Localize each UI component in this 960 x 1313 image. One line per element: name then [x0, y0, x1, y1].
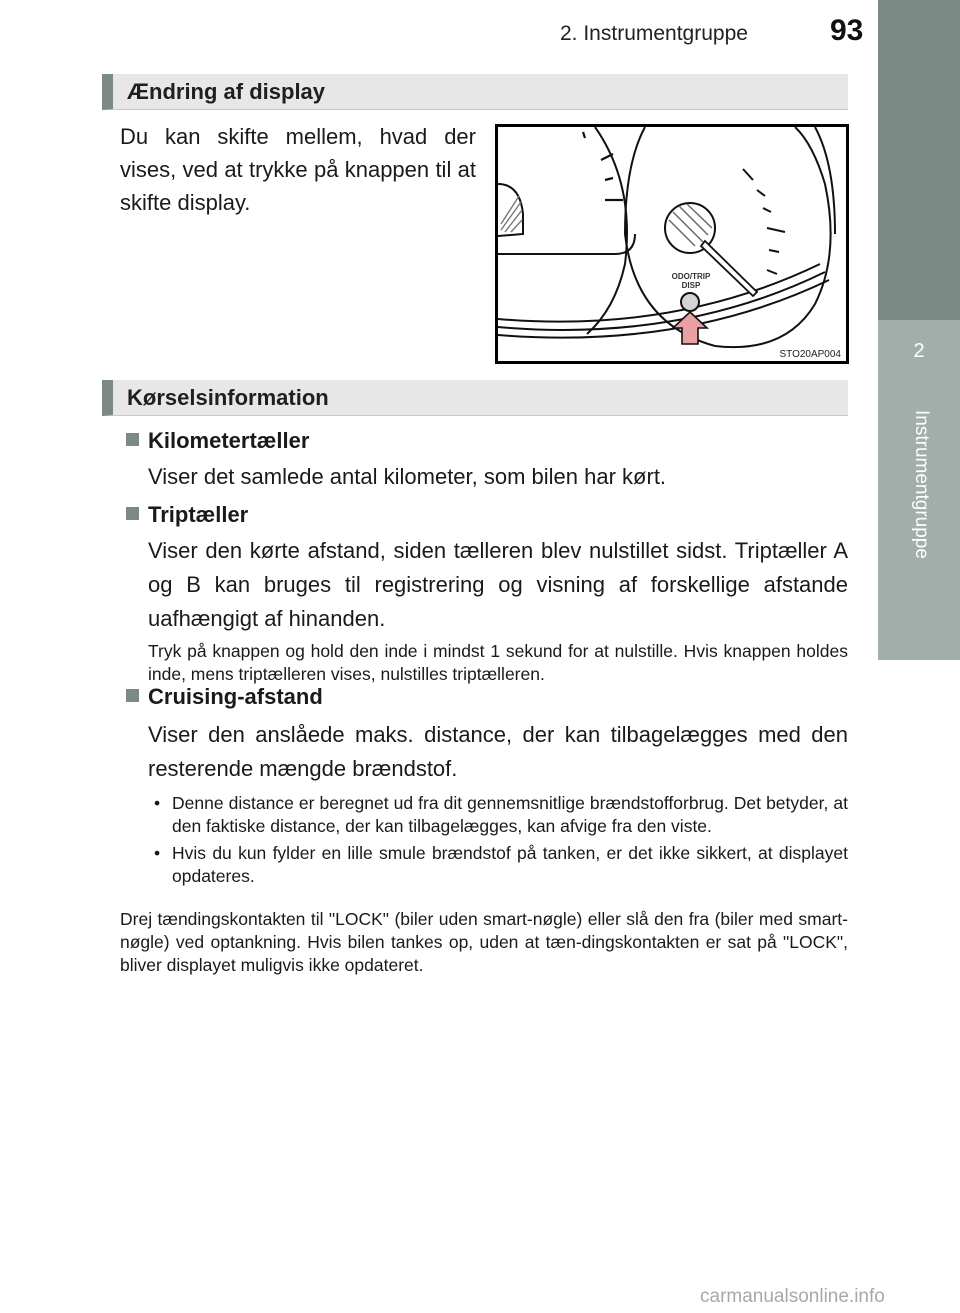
closing-note: Drej tændingskontakten til "LOCK" (biler uden smart-nøgle) eller slå den fra (biler med smart-nøgle) ved optankning. Hvis bilen tankes op, uden at tæn-dingskontakten er sat på "LOCK", bliver displayet muligvis ikke opdateret.: [120, 909, 848, 975]
figure-code: STO20AP004: [779, 349, 841, 360]
watermark: carmanualsonline.info: [700, 1286, 885, 1307]
item-body: Viser det samlede antal kilometer, som bilen har kørt.: [148, 464, 667, 489]
item-trip-meter: [126, 502, 848, 686]
item-heading: [126, 684, 848, 714]
section-heading-text: Kørselsinformation: [127, 385, 329, 410]
side-tab-dark-band: [878, 0, 960, 320]
dot-bullet-icon: •: [154, 793, 161, 813]
item-body: Viser den anslåede maks. distance, der kan tilbagelægges med den resterende mængde brændstof.: [148, 722, 848, 781]
bullet-item: [148, 842, 848, 888]
intro-paragraph: Du kan skifte mellem, hvad der vises, ved at trykke på knappen til at skifte display.: [120, 124, 476, 215]
item-note: Tryk på knappen og hold den inde i mindst 1 sekund for at nulstille. Hvis knappen holdes inde, mens triptælleren vises, nulstilles triptælleren.: [148, 641, 848, 684]
section-heading-change-display: [102, 74, 848, 110]
square-bullet-icon: [126, 433, 139, 446]
chapter-number: 2: [913, 340, 925, 362]
page-number: 93: [830, 14, 864, 47]
chapter-title: 2. Instrumentgruppe: [560, 22, 748, 45]
odo-trip-label: ODO/TRIP: [671, 272, 711, 281]
section-heading-text: Ændring af display: [127, 79, 326, 104]
disp-label: DISP: [681, 281, 701, 290]
bullet-list: [148, 792, 848, 888]
instrument-cluster-figure: [495, 124, 849, 364]
section-heading-driving-info: [102, 380, 848, 416]
square-bullet-icon: [126, 689, 139, 702]
item-heading-text: Kilometertæller: [148, 428, 310, 453]
item-body: Viser den kørte afstand, siden tælleren blev nulstillet sidst. Triptæller A og B kan bruges til registrering og visning af forskellige afstande uafhængigt af hinanden.: [148, 538, 848, 631]
item-odometer: [126, 428, 848, 494]
dot-bullet-icon: •: [154, 843, 161, 863]
square-bullet-icon: [126, 507, 139, 520]
item-cruising-range: [126, 684, 848, 892]
item-heading-text: Triptæller: [148, 502, 249, 527]
instrument-cluster-illustration: [495, 124, 849, 364]
item-heading: [126, 502, 848, 532]
odo-trip-button-icon: [681, 293, 699, 311]
bullet-text: Denne distance er beregnet ud fra dit gennemsnitlige brændstofforbrug. Det betyder, at den faktiske distance, der kan tilbagelægges, kan afvige fra den viste.: [172, 793, 848, 836]
item-heading: [126, 428, 848, 458]
bullet-text: Hvis du kun fylder en lille smule brændstof på tanken, er det ikke sikkert, at displayet opdateres.: [172, 843, 848, 886]
chapter-side-tab: [878, 0, 960, 1313]
item-heading-text: Cruising-afstand: [148, 684, 323, 709]
bullet-item: [148, 792, 848, 838]
chapter-label: Instrumentgruppe: [911, 410, 932, 559]
